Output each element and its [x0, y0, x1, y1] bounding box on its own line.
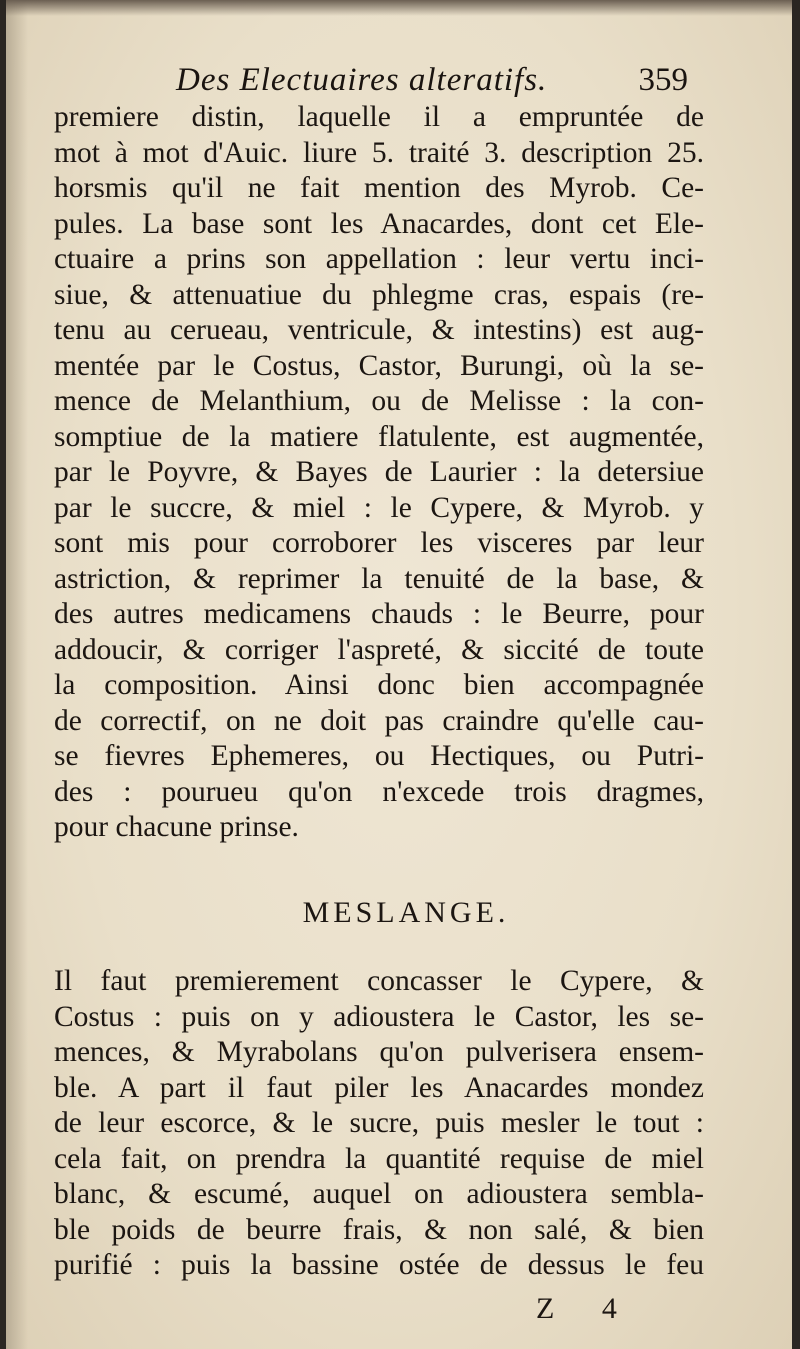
text-line: mence de Melanthium, ou de Melisse : la con-: [54, 385, 704, 417]
running-title: Des Electuaires alteratifs.: [176, 62, 548, 98]
gutter-shadow: [6, 0, 28, 1349]
text-line: siue, & attenuatiue du phlegme cras, espais (re-: [54, 278, 704, 311]
section-heading: MESLANGE.: [302, 896, 510, 929]
text-line: blanc, & escumé, auquel on adioustera sembla-: [54, 1178, 704, 1210]
text-line: Il faut premierement concasser le Cypere, &: [54, 965, 704, 997]
paragraph-mixing: [54, 964, 704, 1284]
text-line: ble poids de beurre frais, & non salé, & bien: [54, 1213, 704, 1246]
text-line: la composition. Ainsi donc bien accompagnée: [54, 669, 704, 701]
text-line: somptiue de la matiere flatulente, est augmentée,: [54, 420, 704, 453]
text-line: premiere distin, laquelle il a empruntée de: [54, 101, 704, 133]
text-line: mences, & Myrabolans qu'on pulverisera ensem-: [54, 1036, 704, 1068]
signature-mark: Z 4: [536, 1292, 637, 1325]
text-line: par le Poyvre, & Bayes de Laurier : la detersiue: [54, 456, 704, 488]
page-number: 359: [638, 62, 688, 98]
text-line: des : pourueu qu'on n'excede trois dragmes,: [54, 775, 704, 808]
top-edge-shadow: [6, 0, 792, 16]
text-line: ctuaire a prins son appellation : leur vertu inci-: [54, 243, 704, 275]
text-line: pules. La base sont les Anacardes, dont cet Ele-: [54, 207, 704, 240]
text-line: horsmis qu'il ne fait mention des Myrob. Ce-: [54, 172, 704, 204]
text-line: des autres medicamens chauds : le Beurre, pour: [54, 598, 704, 630]
text-line: mot à mot d'Auic. liure 5. traité 3. description 25.: [54, 136, 704, 169]
text-line: ble. A part il faut piler les Anacardes mondez: [54, 1071, 704, 1104]
text-line: mentée par le Costus, Castor, Burungi, où la se-: [54, 349, 704, 382]
text-line: tenu au cerueau, ventricule, & intestins) est aug-: [54, 314, 704, 346]
paragraph-interpretation: [54, 100, 704, 846]
book-page: [6, 0, 792, 1349]
text-line: de correctif, on ne doit pas craindre qu'elle cau-: [54, 704, 704, 737]
text-line: purifié : puis la bassine ostée de dessus le feu: [54, 1249, 704, 1281]
text-line: addoucir, & corriger l'aspreté, & siccité de toute: [54, 633, 704, 666]
text-line: astriction, & reprimer la tenuité de la base, &: [54, 562, 704, 595]
text-line: par le succre, & miel : le Cypere, & Myrob. y: [54, 491, 704, 524]
text-line: de leur escorce, & le sucre, puis mesler le tout :: [54, 1107, 704, 1139]
text-line-last: pour chacune prinse.: [54, 811, 299, 843]
text-line: Costus : puis on y adioustera le Castor, les se-: [54, 1000, 704, 1033]
text-line: sont mis pour corroborer les visceres par leur: [54, 527, 704, 559]
text-line: se fievres Ephemeres, ou Hectiques, ou Putri-: [54, 740, 704, 772]
text-line: cela fait, on prendra la quantité requise de miel: [54, 1142, 704, 1175]
